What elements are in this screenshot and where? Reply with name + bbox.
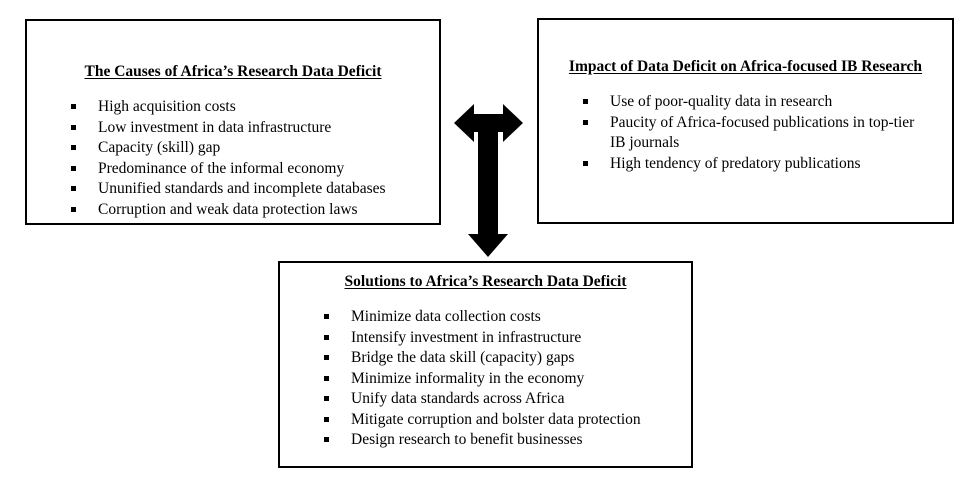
list-item: Ununified standards and incomplete databases: [71, 179, 431, 200]
list-item: Intensify investment in infrastructure: [324, 328, 684, 349]
list-item: High tendency of predatory publications: [583, 154, 923, 175]
list-item: Mitigate corruption and bolster data protection: [324, 410, 684, 431]
list-item: Low investment in data infrastructure: [71, 118, 431, 139]
list-item: Paucity of Africa-focused publications in top-tier IB journals: [583, 113, 923, 154]
list-item: Unify data standards across Africa: [324, 389, 684, 410]
list-item: Use of poor-quality data in research: [583, 92, 923, 113]
list-item: High acquisition costs: [71, 97, 431, 118]
list-item: Minimize data collection costs: [324, 307, 684, 328]
causes-title: The Causes of Africa’s Research Data Deficit: [84, 63, 382, 80]
list-item: Bridge the data skill (capacity) gaps: [324, 348, 684, 369]
solutions-title: Solutions to Africa’s Research Data Deficit: [344, 273, 627, 290]
list-item: Minimize informality in the economy: [324, 369, 684, 390]
connector-arrow-shape: [454, 104, 523, 257]
list-item: Predominance of the informal economy: [71, 159, 431, 180]
list-item: Capacity (skill) gap: [71, 138, 431, 159]
list-item: Design research to benefit businesses: [324, 430, 684, 451]
list-item: Corruption and weak data protection laws: [71, 200, 431, 221]
impact-title: Impact of Data Deficit on Africa-focused IB Research: [568, 58, 923, 75]
